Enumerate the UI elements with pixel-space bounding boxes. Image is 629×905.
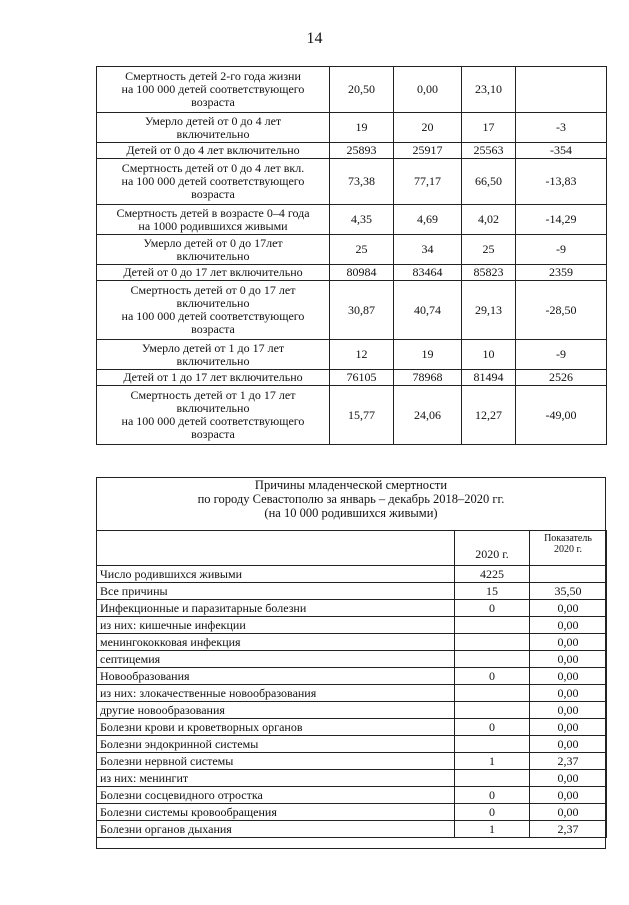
table-row [97, 804, 607, 821]
cause-count [455, 702, 530, 719]
value-change: -14,29 [516, 205, 607, 235]
cause-name: Болезни нервной системы [97, 753, 455, 770]
cause-name: другие новообразования [97, 702, 455, 719]
value-2018: 76105 [330, 370, 394, 386]
table-row [97, 583, 607, 600]
cause-name: из них: злокачественные новообразования [97, 685, 455, 702]
value-2020: 25 [462, 235, 516, 265]
cause-count: 1 [455, 753, 530, 770]
cause-name: Число родившихся живыми [97, 566, 455, 583]
cause-count [455, 634, 530, 651]
value-2020: 23,10 [462, 67, 516, 113]
cause-name: из них: кишечные инфекции [97, 617, 455, 634]
cause-name: из них: менингит [97, 770, 455, 787]
value-2020: 85823 [462, 265, 516, 281]
value-2019: 77,17 [394, 159, 462, 205]
table-row [97, 719, 607, 736]
cause-rate: 0,00 [530, 787, 607, 804]
table-row [97, 566, 607, 583]
value-2019: 24,06 [394, 386, 462, 445]
cause-rate: 0,00 [530, 736, 607, 753]
table-row [97, 821, 607, 838]
child-mortality-table [96, 66, 607, 445]
cause-rate: 0,00 [530, 719, 607, 736]
row-label: Детей от 0 до 17 лет включительно [97, 265, 330, 281]
cause-rate: 2,37 [530, 821, 607, 838]
table-row [97, 386, 607, 445]
cause-name: Новообразования [97, 668, 455, 685]
header-empty-cell [97, 531, 455, 566]
value-2018: 25 [330, 235, 394, 265]
header-indicator-cell [530, 531, 607, 566]
row-label: Умерло детей от 0 до 4 лет включительно [97, 113, 330, 143]
cause-count: 0 [455, 787, 530, 804]
value-2019: 78968 [394, 370, 462, 386]
cause-count [455, 736, 530, 753]
cause-count: 1 [455, 821, 530, 838]
value-change: -9 [516, 340, 607, 370]
table-row [97, 113, 607, 143]
value-change: -13,83 [516, 159, 607, 205]
value-change: -3 [516, 113, 607, 143]
value-change: -354 [516, 143, 607, 159]
value-2020: 81494 [462, 370, 516, 386]
cause-count: 0 [455, 668, 530, 685]
table-row [97, 702, 607, 719]
value-2018: 73,38 [330, 159, 394, 205]
value-2019: 0,00 [394, 67, 462, 113]
infant-mortality-title: Причины младенческой смертности по городу Севастополю за январь – декабрь 2018–2020 гг. (на 10 000 родившихся живыми) [197, 478, 505, 520]
cause-name: Все причины [97, 583, 455, 600]
cause-count: 15 [455, 583, 530, 600]
value-change: -9 [516, 235, 607, 265]
row-label: Умерло детей от 1 до 17 лет включительно [97, 340, 330, 370]
cause-rate: 35,50 [530, 583, 607, 600]
table-row [97, 753, 607, 770]
cause-name: септицемия [97, 651, 455, 668]
value-2018: 4,35 [330, 205, 394, 235]
cause-name: Болезни крови и кроветворных органов [97, 719, 455, 736]
value-2019: 40,74 [394, 281, 462, 340]
value-2018: 19 [330, 113, 394, 143]
table-row [97, 159, 607, 205]
value-2019: 83464 [394, 265, 462, 281]
value-change: -28,50 [516, 281, 607, 340]
table-row [97, 770, 607, 787]
infant-mortality-table [96, 530, 607, 838]
value-2020: 66,50 [462, 159, 516, 205]
value-2019: 4,69 [394, 205, 462, 235]
page-number: 14 [306, 30, 323, 47]
value-2020: 17 [462, 113, 516, 143]
row-label: Смертность детей 2-го года жизни на 100 000 детей соответствующего возраста [97, 67, 330, 113]
cause-rate: 0,00 [530, 668, 607, 685]
cause-rate: 2,37 [530, 753, 607, 770]
header-year-cell [455, 531, 530, 566]
value-change: 2526 [516, 370, 607, 386]
value-2018: 80984 [330, 265, 394, 281]
cause-count: 0 [455, 600, 530, 617]
cause-count: 0 [455, 719, 530, 736]
row-label: Смертность детей от 0 до 4 лет вкл. на 100 000 детей соответствующего возраста [97, 159, 330, 205]
value-2018: 20,50 [330, 67, 394, 113]
cause-name: менингококковая инфекция [97, 634, 455, 651]
table-row [97, 67, 607, 113]
cause-rate [530, 566, 607, 583]
value-2019: 34 [394, 235, 462, 265]
value-2018: 30,87 [330, 281, 394, 340]
infant-mortality-header-row [97, 531, 607, 566]
cause-rate: 0,00 [530, 651, 607, 668]
header-indicator: Показатель 2020 г. [544, 533, 592, 555]
table-row [97, 370, 607, 386]
value-2018: 15,77 [330, 386, 394, 445]
value-2018: 12 [330, 340, 394, 370]
value-2019: 25917 [394, 143, 462, 159]
table-row [97, 634, 607, 651]
table-row [97, 617, 607, 634]
cause-rate: 0,00 [530, 617, 607, 634]
row-label: Смертность детей в возрасте 0–4 года на 1000 родившихся живыми [97, 205, 330, 235]
row-label: Смертность детей от 0 до 17 лет включительно на 100 000 детей соответствующего возраста [97, 281, 330, 340]
row-label: Детей от 1 до 17 лет включительно [97, 370, 330, 386]
table-row [97, 265, 607, 281]
table-row [97, 668, 607, 685]
value-2020: 4,02 [462, 205, 516, 235]
value-2020: 12,27 [462, 386, 516, 445]
cause-count [455, 617, 530, 634]
table-row [97, 340, 607, 370]
table-row [97, 281, 607, 340]
table-row [97, 235, 607, 265]
value-2020: 10 [462, 340, 516, 370]
table-row [97, 143, 607, 159]
value-2018: 25893 [330, 143, 394, 159]
row-label: Умерло детей от 0 до 17лет включительно [97, 235, 330, 265]
cause-rate: 0,00 [530, 702, 607, 719]
table-row [97, 685, 607, 702]
cause-rate: 0,00 [530, 600, 607, 617]
cause-name: Болезни эндокринной системы [97, 736, 455, 753]
value-2019: 19 [394, 340, 462, 370]
value-2019: 20 [394, 113, 462, 143]
value-2020: 29,13 [462, 281, 516, 340]
cause-rate: 0,00 [530, 685, 607, 702]
cause-name: Инфекционные и паразитарные болезни [97, 600, 455, 617]
table-row [97, 736, 607, 753]
cause-count [455, 651, 530, 668]
value-change: 2359 [516, 265, 607, 281]
table-row [97, 600, 607, 617]
table-row [97, 651, 607, 668]
row-label: Детей от 0 до 4 лет включительно [97, 143, 330, 159]
cause-rate: 0,00 [530, 770, 607, 787]
value-change [516, 67, 607, 113]
cause-rate: 0,00 [530, 804, 607, 821]
header-year: 2020 г. [475, 546, 509, 561]
cause-count [455, 770, 530, 787]
cause-name: Болезни сосцевидного отростка [97, 787, 455, 804]
value-change: -49,00 [516, 386, 607, 445]
cause-name: Болезни системы кровообращения [97, 804, 455, 821]
cause-name: Болезни органов дыхания [97, 821, 455, 838]
table-row [97, 787, 607, 804]
cause-count: 0 [455, 804, 530, 821]
table-row [97, 205, 607, 235]
cause-count [455, 685, 530, 702]
cause-rate: 0,00 [530, 634, 607, 651]
row-label: Смертность детей от 1 до 17 лет включительно на 100 000 детей соответствующего возраста [97, 386, 330, 445]
cause-count: 4225 [455, 566, 530, 583]
value-2020: 25563 [462, 143, 516, 159]
